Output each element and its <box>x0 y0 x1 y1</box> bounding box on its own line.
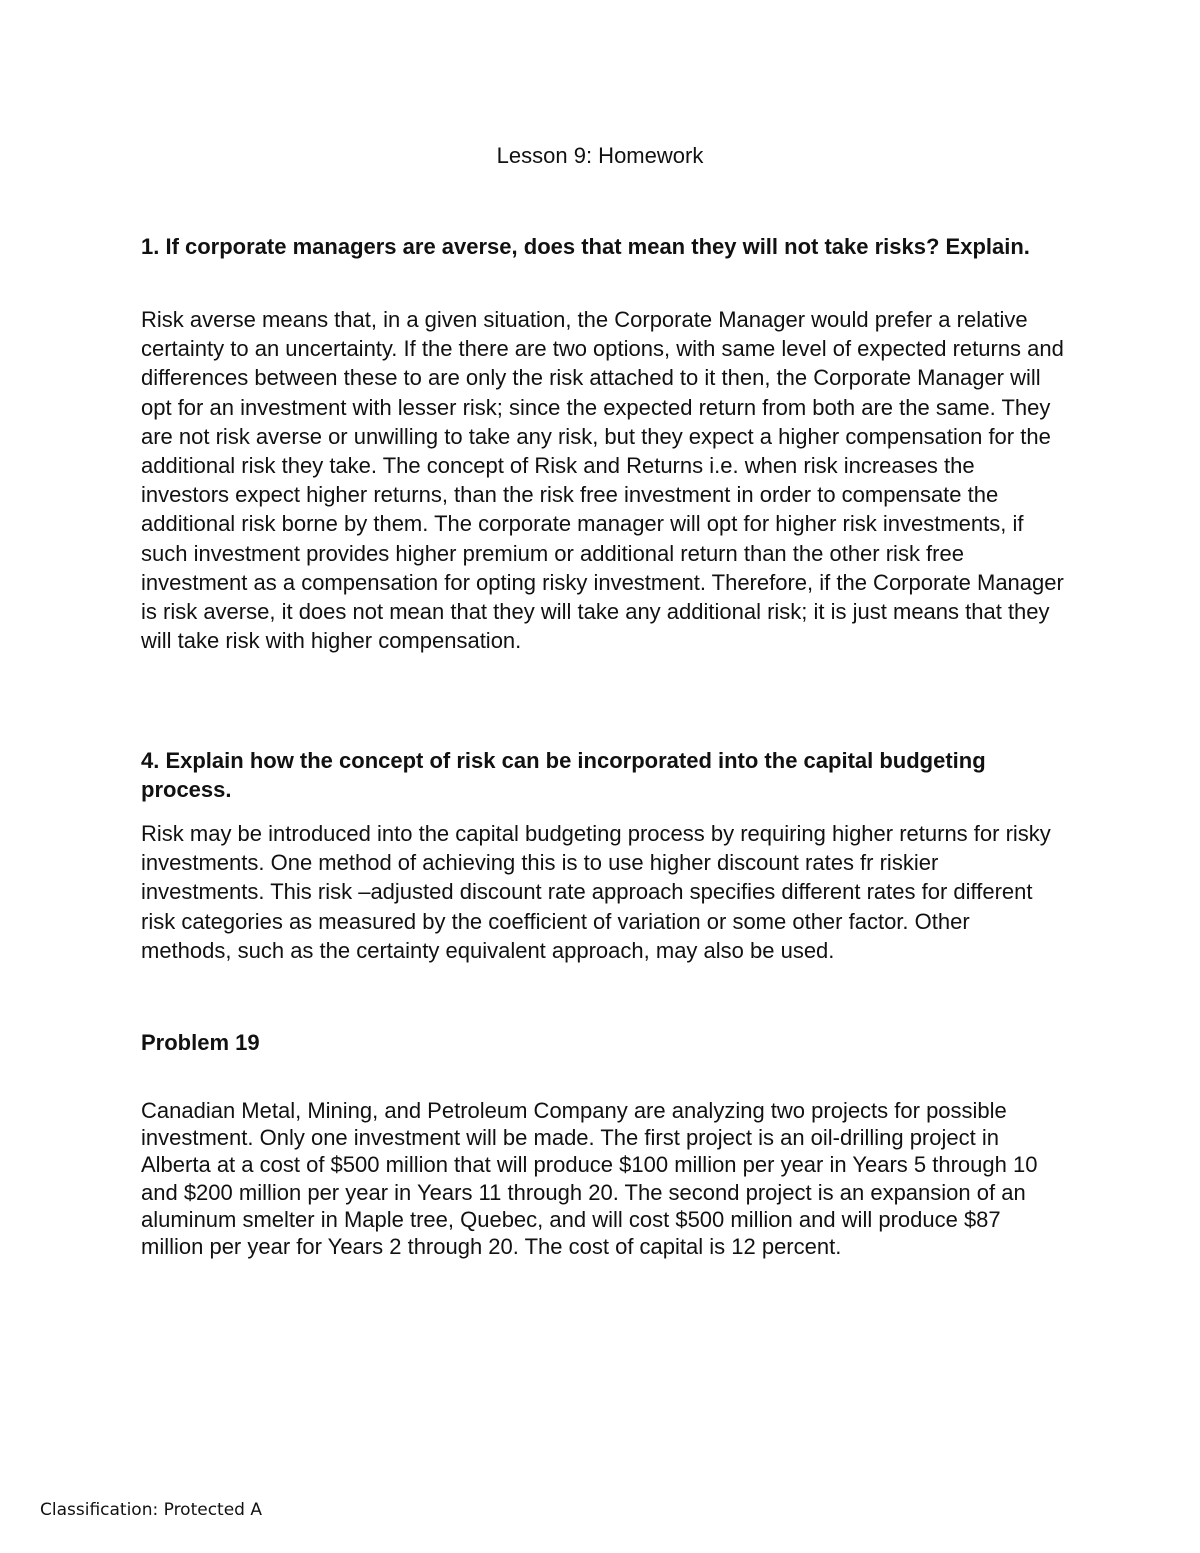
question-4-answer <box>141 819 1066 965</box>
question-1-heading <box>141 232 1066 261</box>
problem-19-text: Canadian Metal, Mining, and Petroleum Company are analyzing two projects for possible investment. Only one investment will be made. The first project is an oil-drilling project in Alberta at a cost of $500 million that will produce $100 million per year in Years 5 through 10 and $200 million per year in Years 11 through 20. The second project is an expansion of an aluminum smelter in Maple tree, Quebec, and will cost $500 million and will produce $87 million per year for Years 2 through 20. The cost of capital is 12 percent. <box>141 1098 1038 1260</box>
problem-19-body <box>141 1097 1066 1260</box>
question-4-heading <box>141 746 1066 804</box>
classification-footer: Classification: Protected A <box>40 1500 263 1520</box>
problem-19-title: Problem 19 <box>141 1030 260 1055</box>
question-1-text: 1. If corporate managers are averse, does that mean they will not take risks? Explain. <box>141 234 1030 259</box>
question-1-answer <box>141 305 1066 655</box>
answer-4-text: Risk may be introduced into the capital budgeting process by requiring higher returns for risky investments. One method of achieving this is to use higher discount rates fr riskier investments. This risk –adjusted discount rate approach specifies different rates for different risk categories as measured by the coefficient of variation or some other factor. Other methods, such as the certainty equivalent approach, may also be used. <box>141 821 1051 963</box>
question-4-text: 4. Explain how the concept of risk can be incorporated into the capital budgeting process. <box>141 748 986 802</box>
answer-1-text: Risk averse means that, in a given situation, the Corporate Manager would prefer a relative certainty to an uncertainty. If the there are two options, with same level of expected returns and differences between these to are only the risk attached to it then, the Corporate Manager will opt for an investment with lesser risk; since the expected return from both are the same. They are not risk averse or unwilling to take any risk, but they expect a higher compensation for the additional risk they take. The concept of Risk and Returns i.e. when risk increases the investors expect higher returns, than the risk free investment in order to compensate the additional risk borne by them. The corporate manager will opt for higher risk investments, if such investment provides higher premium or additional return than the other risk free investment as a compensation for opting risky investment. Therefore, if the Corporate Manager is risk averse, it does not mean that they will take any additional risk; it is just means that they will take risk with higher compensation. <box>141 307 1064 654</box>
document-title: Lesson 9: Homework <box>496 143 704 168</box>
problem-19-heading <box>141 1028 1066 1057</box>
